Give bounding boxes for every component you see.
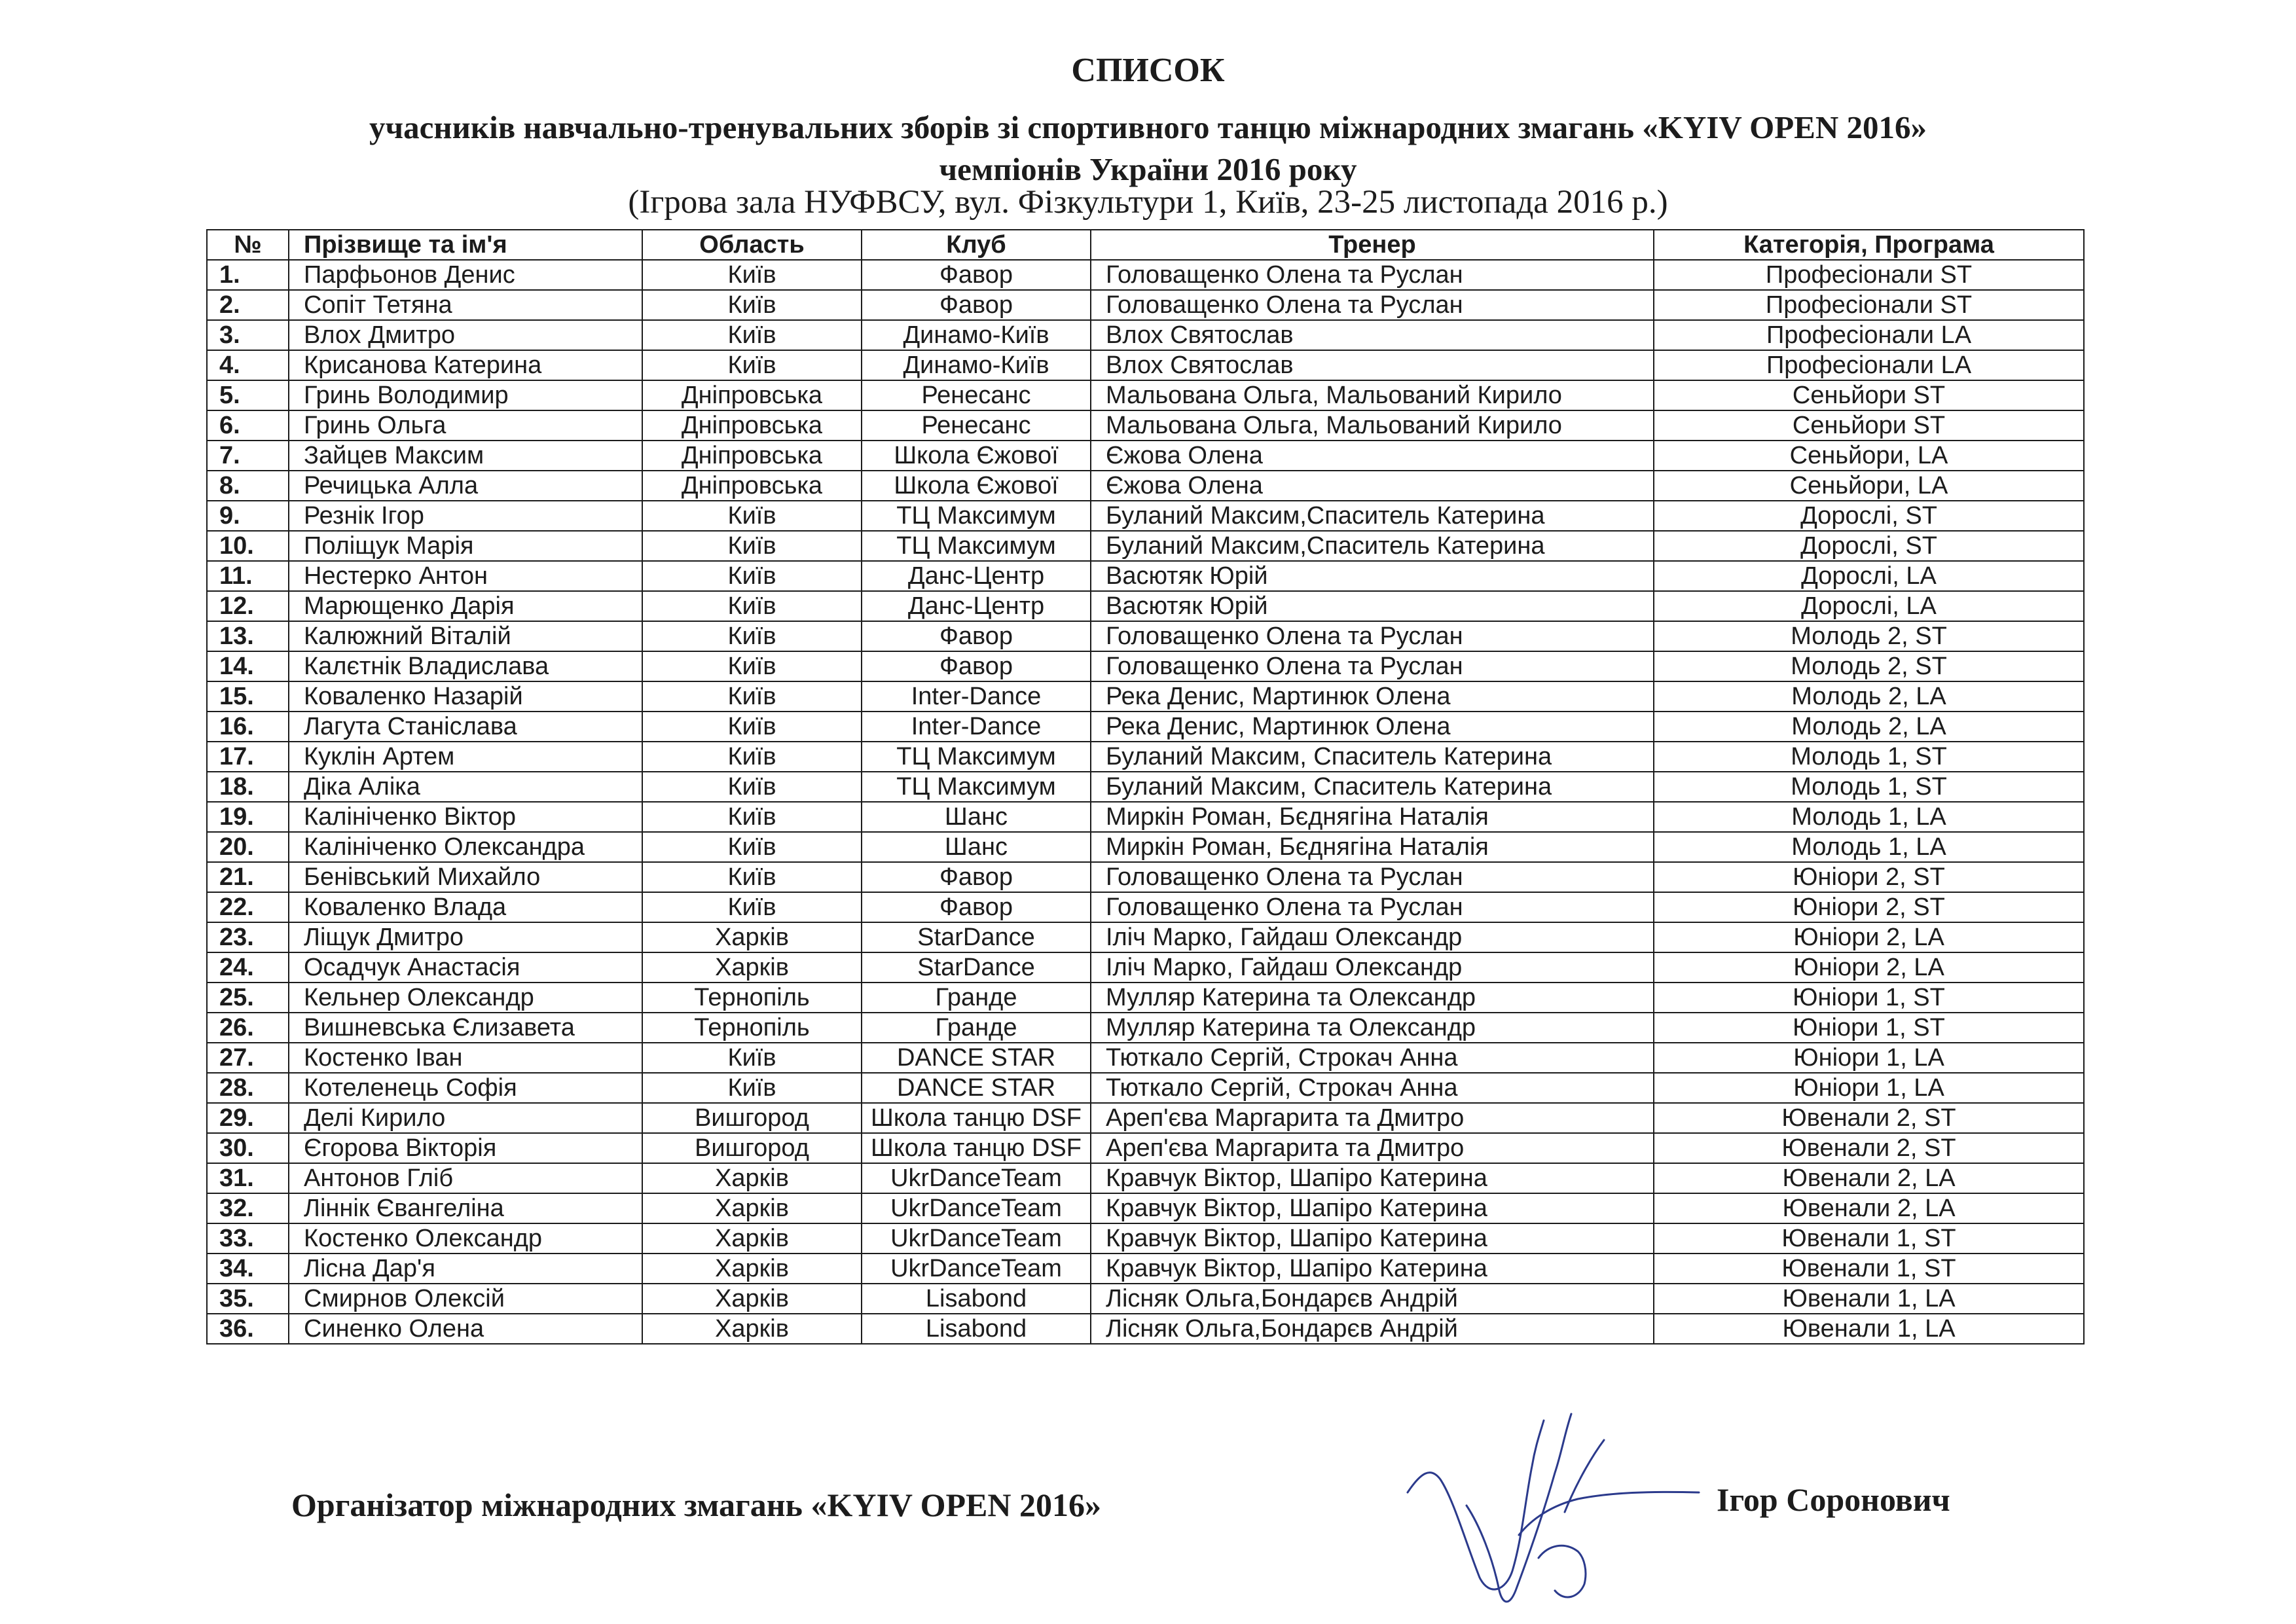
cell-coach: Головащенко Олена та Руслан: [1091, 290, 1654, 320]
cell-name: Лагута Станіслава: [289, 712, 642, 742]
table-row: [207, 350, 2084, 380]
cell-category: Юніори 1, ST: [1654, 1013, 2084, 1043]
cell-club: Школа танцю DSF: [862, 1103, 1091, 1133]
cell-category: Юніори 1, ST: [1654, 983, 2084, 1013]
cell-num: 20.: [207, 832, 289, 862]
table-header: [207, 230, 2084, 260]
cell-club: Школа Єжової: [862, 471, 1091, 501]
cell-region: Київ: [642, 712, 862, 742]
cell-club: Шанс: [862, 832, 1091, 862]
table-row: [207, 1013, 2084, 1043]
cell-category: Ювенали 1, LA: [1654, 1284, 2084, 1314]
cell-name: Влох Дмитро: [289, 320, 642, 350]
cell-num: 6.: [207, 410, 289, 441]
table-header-row: [207, 230, 2084, 260]
cell-num: 8.: [207, 471, 289, 501]
cell-category: Молодь 2, ST: [1654, 651, 2084, 681]
cell-coach: Река Денис, Мартинюк Олена: [1091, 712, 1654, 742]
cell-name: Бенівський Михайло: [289, 862, 642, 892]
cell-region: Дніпровська: [642, 410, 862, 441]
cell-region: Харків: [642, 922, 862, 952]
cell-category: Молодь 1, LA: [1654, 832, 2084, 862]
table-row: [207, 380, 2084, 410]
cell-category: Професіонали LA: [1654, 350, 2084, 380]
cell-coach: Головащенко Олена та Руслан: [1091, 260, 1654, 290]
cell-coach: Влох Святослав: [1091, 320, 1654, 350]
cell-category: Професіонали LA: [1654, 320, 2084, 350]
cell-club: Фавор: [862, 862, 1091, 892]
cell-name: Ліннік Євангеліна: [289, 1193, 642, 1223]
cell-region: Харків: [642, 1254, 862, 1284]
cell-name: Калініченко Олександра: [289, 832, 642, 862]
cell-club: Фавор: [862, 260, 1091, 290]
cell-num: 15.: [207, 681, 289, 712]
cell-num: 18.: [207, 772, 289, 802]
cell-club: UkrDanceTeam: [862, 1163, 1091, 1193]
cell-coach: Головащенко Олена та Руслан: [1091, 651, 1654, 681]
table-row: [207, 952, 2084, 983]
cell-category: Дорослі, ST: [1654, 531, 2084, 561]
cell-coach: Єжова Олена: [1091, 471, 1654, 501]
cell-region: Київ: [642, 621, 862, 651]
cell-club: Фавор: [862, 621, 1091, 651]
header-category: Категорія, Програма: [1654, 230, 2084, 260]
document-subtitle-line-2: чемпіонів України 2016 року: [939, 151, 1357, 187]
cell-coach: Ареп'єва Маргарита та Дмитро: [1091, 1133, 1654, 1163]
table-row: [207, 1193, 2084, 1223]
table-row: [207, 1314, 2084, 1344]
cell-category: Молодь 2, LA: [1654, 712, 2084, 742]
cell-region: Харків: [642, 1314, 862, 1344]
cell-num: 16.: [207, 712, 289, 742]
cell-name: Костенко Олександр: [289, 1223, 642, 1254]
document-title: СПИСОК: [1071, 52, 1225, 89]
cell-club: DANCE STAR: [862, 1073, 1091, 1103]
cell-region: Київ: [642, 531, 862, 561]
cell-name: Антонов Гліб: [289, 1163, 642, 1193]
table-row: [207, 742, 2084, 772]
table-row: [207, 832, 2084, 862]
table-row: [207, 922, 2084, 952]
cell-name: Речицька Алла: [289, 471, 642, 501]
cell-category: Юніори 1, LA: [1654, 1043, 2084, 1073]
cell-region: Тернопіль: [642, 1013, 862, 1043]
cell-coach: Кравчук Віктор, Шапіро Катерина: [1091, 1254, 1654, 1284]
cell-num: 1.: [207, 260, 289, 290]
document-subtitle-line-1: учасників навчально-тренувальних зборів зі спортивного танцю міжнародних змагань «KYIV OPEN 2016»: [369, 109, 1927, 145]
cell-name: Костенко Іван: [289, 1043, 642, 1073]
cell-category: Ювенали 2, LA: [1654, 1193, 2084, 1223]
cell-category: Дорослі, LA: [1654, 591, 2084, 621]
cell-club: Ренесанс: [862, 380, 1091, 410]
cell-coach: Іліч Марко, Гайдаш Олександр: [1091, 952, 1654, 983]
cell-coach: Головащенко Олена та Руслан: [1091, 621, 1654, 651]
cell-category: Юніори 2, ST: [1654, 862, 2084, 892]
cell-name: Синенко Олена: [289, 1314, 642, 1344]
cell-club: UkrDanceTeam: [862, 1193, 1091, 1223]
cell-category: Ювенали 1, ST: [1654, 1254, 2084, 1284]
cell-club: StarDance: [862, 922, 1091, 952]
cell-coach: Мулляр Катерина та Олександр: [1091, 983, 1654, 1013]
cell-name: Єгорова Вікторія: [289, 1133, 642, 1163]
cell-num: 11.: [207, 561, 289, 591]
cell-num: 14.: [207, 651, 289, 681]
cell-category: Сеньйори, LA: [1654, 471, 2084, 501]
cell-category: Ювенали 2, ST: [1654, 1103, 2084, 1133]
cell-num: 33.: [207, 1223, 289, 1254]
cell-name: Лісна Дар'я: [289, 1254, 642, 1284]
cell-num: 23.: [207, 922, 289, 952]
cell-coach: Буланий Максим, Спаситель Катерина: [1091, 772, 1654, 802]
cell-category: Сеньйори, LA: [1654, 441, 2084, 471]
cell-club: ТЦ Максимум: [862, 742, 1091, 772]
cell-category: Юніори 2, ST: [1654, 892, 2084, 922]
header-region: Область: [642, 230, 862, 260]
cell-name: Делі Кирило: [289, 1103, 642, 1133]
cell-region: Київ: [642, 591, 862, 621]
cell-club: Lisabond: [862, 1284, 1091, 1314]
table-row: [207, 621, 2084, 651]
header-num: №: [207, 230, 289, 260]
cell-region: Київ: [642, 320, 862, 350]
table-row: [207, 290, 2084, 320]
cell-club: Данс-Центр: [862, 591, 1091, 621]
header-coach: Тренер: [1091, 230, 1654, 260]
cell-num: 24.: [207, 952, 289, 983]
cell-name: Вишневська Єлизавета: [289, 1013, 642, 1043]
cell-num: 22.: [207, 892, 289, 922]
cell-name: Коваленко Влада: [289, 892, 642, 922]
table-row: [207, 471, 2084, 501]
header-club: Клуб: [862, 230, 1091, 260]
cell-club: Фавор: [862, 290, 1091, 320]
cell-coach: Буланий Максим, Спаситель Катерина: [1091, 742, 1654, 772]
cell-club: Фавор: [862, 892, 1091, 922]
table-row: [207, 1103, 2084, 1133]
cell-region: Дніпровська: [642, 441, 862, 471]
table-row: [207, 772, 2084, 802]
cell-club: StarDance: [862, 952, 1091, 983]
cell-category: Ювенали 1, LA: [1654, 1314, 2084, 1344]
cell-region: Київ: [642, 772, 862, 802]
table-row: [207, 260, 2084, 290]
document-venue: (Ігрова зала НУФВСУ, вул. Фізкультури 1, Київ, 23-25 листопада 2016 р.): [628, 184, 1668, 221]
cell-category: Молодь 2, LA: [1654, 681, 2084, 712]
header-name: Прізвище та ім'я: [289, 230, 642, 260]
table-body: [207, 260, 2084, 1344]
cell-club: ТЦ Максимум: [862, 772, 1091, 802]
table-row: [207, 441, 2084, 471]
cell-coach: Лісняк Ольга,Бондарєв Андрій: [1091, 1314, 1654, 1344]
cell-num: 27.: [207, 1043, 289, 1073]
cell-name: Кельнер Олександр: [289, 983, 642, 1013]
cell-region: Київ: [642, 892, 862, 922]
cell-coach: Мальована Ольга, Мальований Кирило: [1091, 380, 1654, 410]
cell-coach: Мальована Ольга, Мальований Кирило: [1091, 410, 1654, 441]
table-row: [207, 892, 2084, 922]
cell-club: Inter-Dance: [862, 712, 1091, 742]
cell-num: 29.: [207, 1103, 289, 1133]
cell-region: Київ: [642, 501, 862, 531]
cell-category: Юніори 2, LA: [1654, 952, 2084, 983]
cell-category: Молодь 1, ST: [1654, 742, 2084, 772]
cell-region: Харків: [642, 1163, 862, 1193]
table-row: [207, 983, 2084, 1013]
cell-coach: Лісняк Ольга,Бондарєв Андрій: [1091, 1284, 1654, 1314]
cell-club: Школа Єжової: [862, 441, 1091, 471]
cell-club: Lisabond: [862, 1314, 1091, 1344]
cell-name: Калєтнік Владислава: [289, 651, 642, 681]
signature-icon: [1368, 1394, 1709, 1617]
table-row: [207, 320, 2084, 350]
cell-coach: Кравчук Віктор, Шапіро Катерина: [1091, 1223, 1654, 1254]
cell-num: 34.: [207, 1254, 289, 1284]
cell-num: 35.: [207, 1284, 289, 1314]
cell-region: Київ: [642, 260, 862, 290]
cell-region: Харків: [642, 952, 862, 983]
cell-category: Ювенали 1, ST: [1654, 1223, 2084, 1254]
cell-coach: Река Денис, Мартинюк Олена: [1091, 681, 1654, 712]
cell-region: Київ: [642, 350, 862, 380]
cell-club: Фавор: [862, 651, 1091, 681]
cell-name: Резнік Ігор: [289, 501, 642, 531]
cell-region: Київ: [642, 681, 862, 712]
cell-num: 19.: [207, 802, 289, 832]
table-row: [207, 681, 2084, 712]
cell-club: Гранде: [862, 983, 1091, 1013]
cell-coach: Влох Святослав: [1091, 350, 1654, 380]
table-row: [207, 651, 2084, 681]
cell-category: Юніори 1, LA: [1654, 1073, 2084, 1103]
cell-coach: Миркін Роман, Бєднягіна Наталія: [1091, 832, 1654, 862]
cell-num: 2.: [207, 290, 289, 320]
table-row: [207, 531, 2084, 561]
cell-name: Діка Аліка: [289, 772, 642, 802]
table-row: [207, 1223, 2084, 1254]
cell-club: ТЦ Максимум: [862, 501, 1091, 531]
cell-coach: Мулляр Катерина та Олександр: [1091, 1013, 1654, 1043]
cell-category: Дорослі, ST: [1654, 501, 2084, 531]
signatory-name: Ігор Соронович: [1717, 1481, 1950, 1518]
cell-name: Котеленець Софія: [289, 1073, 642, 1103]
cell-num: 10.: [207, 531, 289, 561]
cell-num: 3.: [207, 320, 289, 350]
cell-name: Калініченко Віктор: [289, 802, 642, 832]
cell-num: 12.: [207, 591, 289, 621]
cell-club: Школа танцю DSF: [862, 1133, 1091, 1163]
table-row: [207, 862, 2084, 892]
cell-region: Київ: [642, 862, 862, 892]
cell-name: Коваленко Назарій: [289, 681, 642, 712]
cell-region: Харків: [642, 1284, 862, 1314]
cell-region: Київ: [642, 561, 862, 591]
cell-name: Осадчук Анастасія: [289, 952, 642, 983]
cell-num: 28.: [207, 1073, 289, 1103]
organizer-label: Організатор міжнародних змагань «KYIV OPEN 2016»: [291, 1487, 1102, 1523]
cell-category: Молодь 1, LA: [1654, 802, 2084, 832]
table-row: [207, 501, 2084, 531]
cell-coach: Буланий Максим,Спаситель Катерина: [1091, 531, 1654, 561]
cell-category: Юніори 2, LA: [1654, 922, 2084, 952]
cell-club: Данс-Центр: [862, 561, 1091, 591]
cell-num: 7.: [207, 441, 289, 471]
cell-name: Нестерко Антон: [289, 561, 642, 591]
cell-region: Київ: [642, 1073, 862, 1103]
cell-region: Київ: [642, 651, 862, 681]
cell-club: UkrDanceTeam: [862, 1254, 1091, 1284]
cell-coach: Тюткало Сергій, Строкач Анна: [1091, 1073, 1654, 1103]
cell-region: Київ: [642, 802, 862, 832]
cell-coach: Головащенко Олена та Руслан: [1091, 892, 1654, 922]
cell-num: 9.: [207, 501, 289, 531]
cell-club: Inter-Dance: [862, 681, 1091, 712]
cell-name: Гринь Ольга: [289, 410, 642, 441]
table-row: [207, 1073, 2084, 1103]
cell-coach: Миркін Роман, Бєднягіна Наталія: [1091, 802, 1654, 832]
cell-num: 32.: [207, 1193, 289, 1223]
cell-club: Ренесанс: [862, 410, 1091, 441]
table-row: [207, 1284, 2084, 1314]
table-row: [207, 410, 2084, 441]
cell-region: Київ: [642, 832, 862, 862]
cell-club: ТЦ Максимум: [862, 531, 1091, 561]
cell-region: Київ: [642, 1043, 862, 1073]
cell-name: Гринь Володимир: [289, 380, 642, 410]
table-row: [207, 1163, 2084, 1193]
cell-category: Професіонали ST: [1654, 290, 2084, 320]
cell-coach: Іліч Марко, Гайдаш Олександр: [1091, 922, 1654, 952]
cell-name: Марющенко Дарія: [289, 591, 642, 621]
table-row: [207, 802, 2084, 832]
cell-club: Динамо-Київ: [862, 320, 1091, 350]
cell-name: Поліщук Марія: [289, 531, 642, 561]
cell-name: Куклін Артем: [289, 742, 642, 772]
cell-category: Ювенали 2, LA: [1654, 1163, 2084, 1193]
cell-club: UkrDanceTeam: [862, 1223, 1091, 1254]
table-row: [207, 1133, 2084, 1163]
cell-coach: Кравчук Віктор, Шапіро Катерина: [1091, 1163, 1654, 1193]
cell-coach: Головащенко Олена та Руслан: [1091, 862, 1654, 892]
cell-num: 13.: [207, 621, 289, 651]
table-row: [207, 1254, 2084, 1284]
participants-table: [206, 229, 2085, 1344]
cell-name: Сопіт Тетяна: [289, 290, 642, 320]
cell-coach: Буланий Максим,Спаситель Катерина: [1091, 501, 1654, 531]
cell-num: 21.: [207, 862, 289, 892]
cell-region: Харків: [642, 1223, 862, 1254]
cell-num: 25.: [207, 983, 289, 1013]
cell-num: 17.: [207, 742, 289, 772]
table-row: [207, 1043, 2084, 1073]
cell-club: Шанс: [862, 802, 1091, 832]
cell-coach: Васютяк Юрій: [1091, 591, 1654, 621]
cell-category: Професіонали ST: [1654, 260, 2084, 290]
cell-region: Київ: [642, 742, 862, 772]
cell-category: Дорослі, LA: [1654, 561, 2084, 591]
cell-region: Вишгород: [642, 1133, 862, 1163]
cell-region: Тернопіль: [642, 983, 862, 1013]
cell-region: Дніпровська: [642, 471, 862, 501]
cell-club: Динамо-Київ: [862, 350, 1091, 380]
cell-num: 36.: [207, 1314, 289, 1344]
cell-category: Молодь 1, ST: [1654, 772, 2084, 802]
cell-coach: Єжова Олена: [1091, 441, 1654, 471]
cell-name: Крисанова Катерина: [289, 350, 642, 380]
cell-category: Молодь 2, ST: [1654, 621, 2084, 651]
cell-club: Гранде: [862, 1013, 1091, 1043]
cell-category: Ювенали 2, ST: [1654, 1133, 2084, 1163]
cell-coach: Ареп'єва Маргарита та Дмитро: [1091, 1103, 1654, 1133]
cell-region: Дніпровська: [642, 380, 862, 410]
cell-category: Сеньйори ST: [1654, 380, 2084, 410]
cell-coach: Кравчук Віктор, Шапіро Катерина: [1091, 1193, 1654, 1223]
cell-name: Ліщук Дмитро: [289, 922, 642, 952]
cell-region: Київ: [642, 290, 862, 320]
cell-region: Вишгород: [642, 1103, 862, 1133]
cell-name: Парфьонов Денис: [289, 260, 642, 290]
table-row: [207, 561, 2084, 591]
cell-num: 4.: [207, 350, 289, 380]
table-row: [207, 712, 2084, 742]
cell-num: 5.: [207, 380, 289, 410]
cell-num: 31.: [207, 1163, 289, 1193]
cell-num: 26.: [207, 1013, 289, 1043]
cell-category: Сеньйори ST: [1654, 410, 2084, 441]
cell-region: Харків: [642, 1193, 862, 1223]
cell-coach: Васютяк Юрій: [1091, 561, 1654, 591]
cell-name: Смирнов Олексій: [289, 1284, 642, 1314]
cell-club: DANCE STAR: [862, 1043, 1091, 1073]
cell-name: Калюжний Віталій: [289, 621, 642, 651]
cell-coach: Тюткало Сергій, Строкач Анна: [1091, 1043, 1654, 1073]
table-row: [207, 591, 2084, 621]
cell-name: Зайцев Максим: [289, 441, 642, 471]
cell-num: 30.: [207, 1133, 289, 1163]
